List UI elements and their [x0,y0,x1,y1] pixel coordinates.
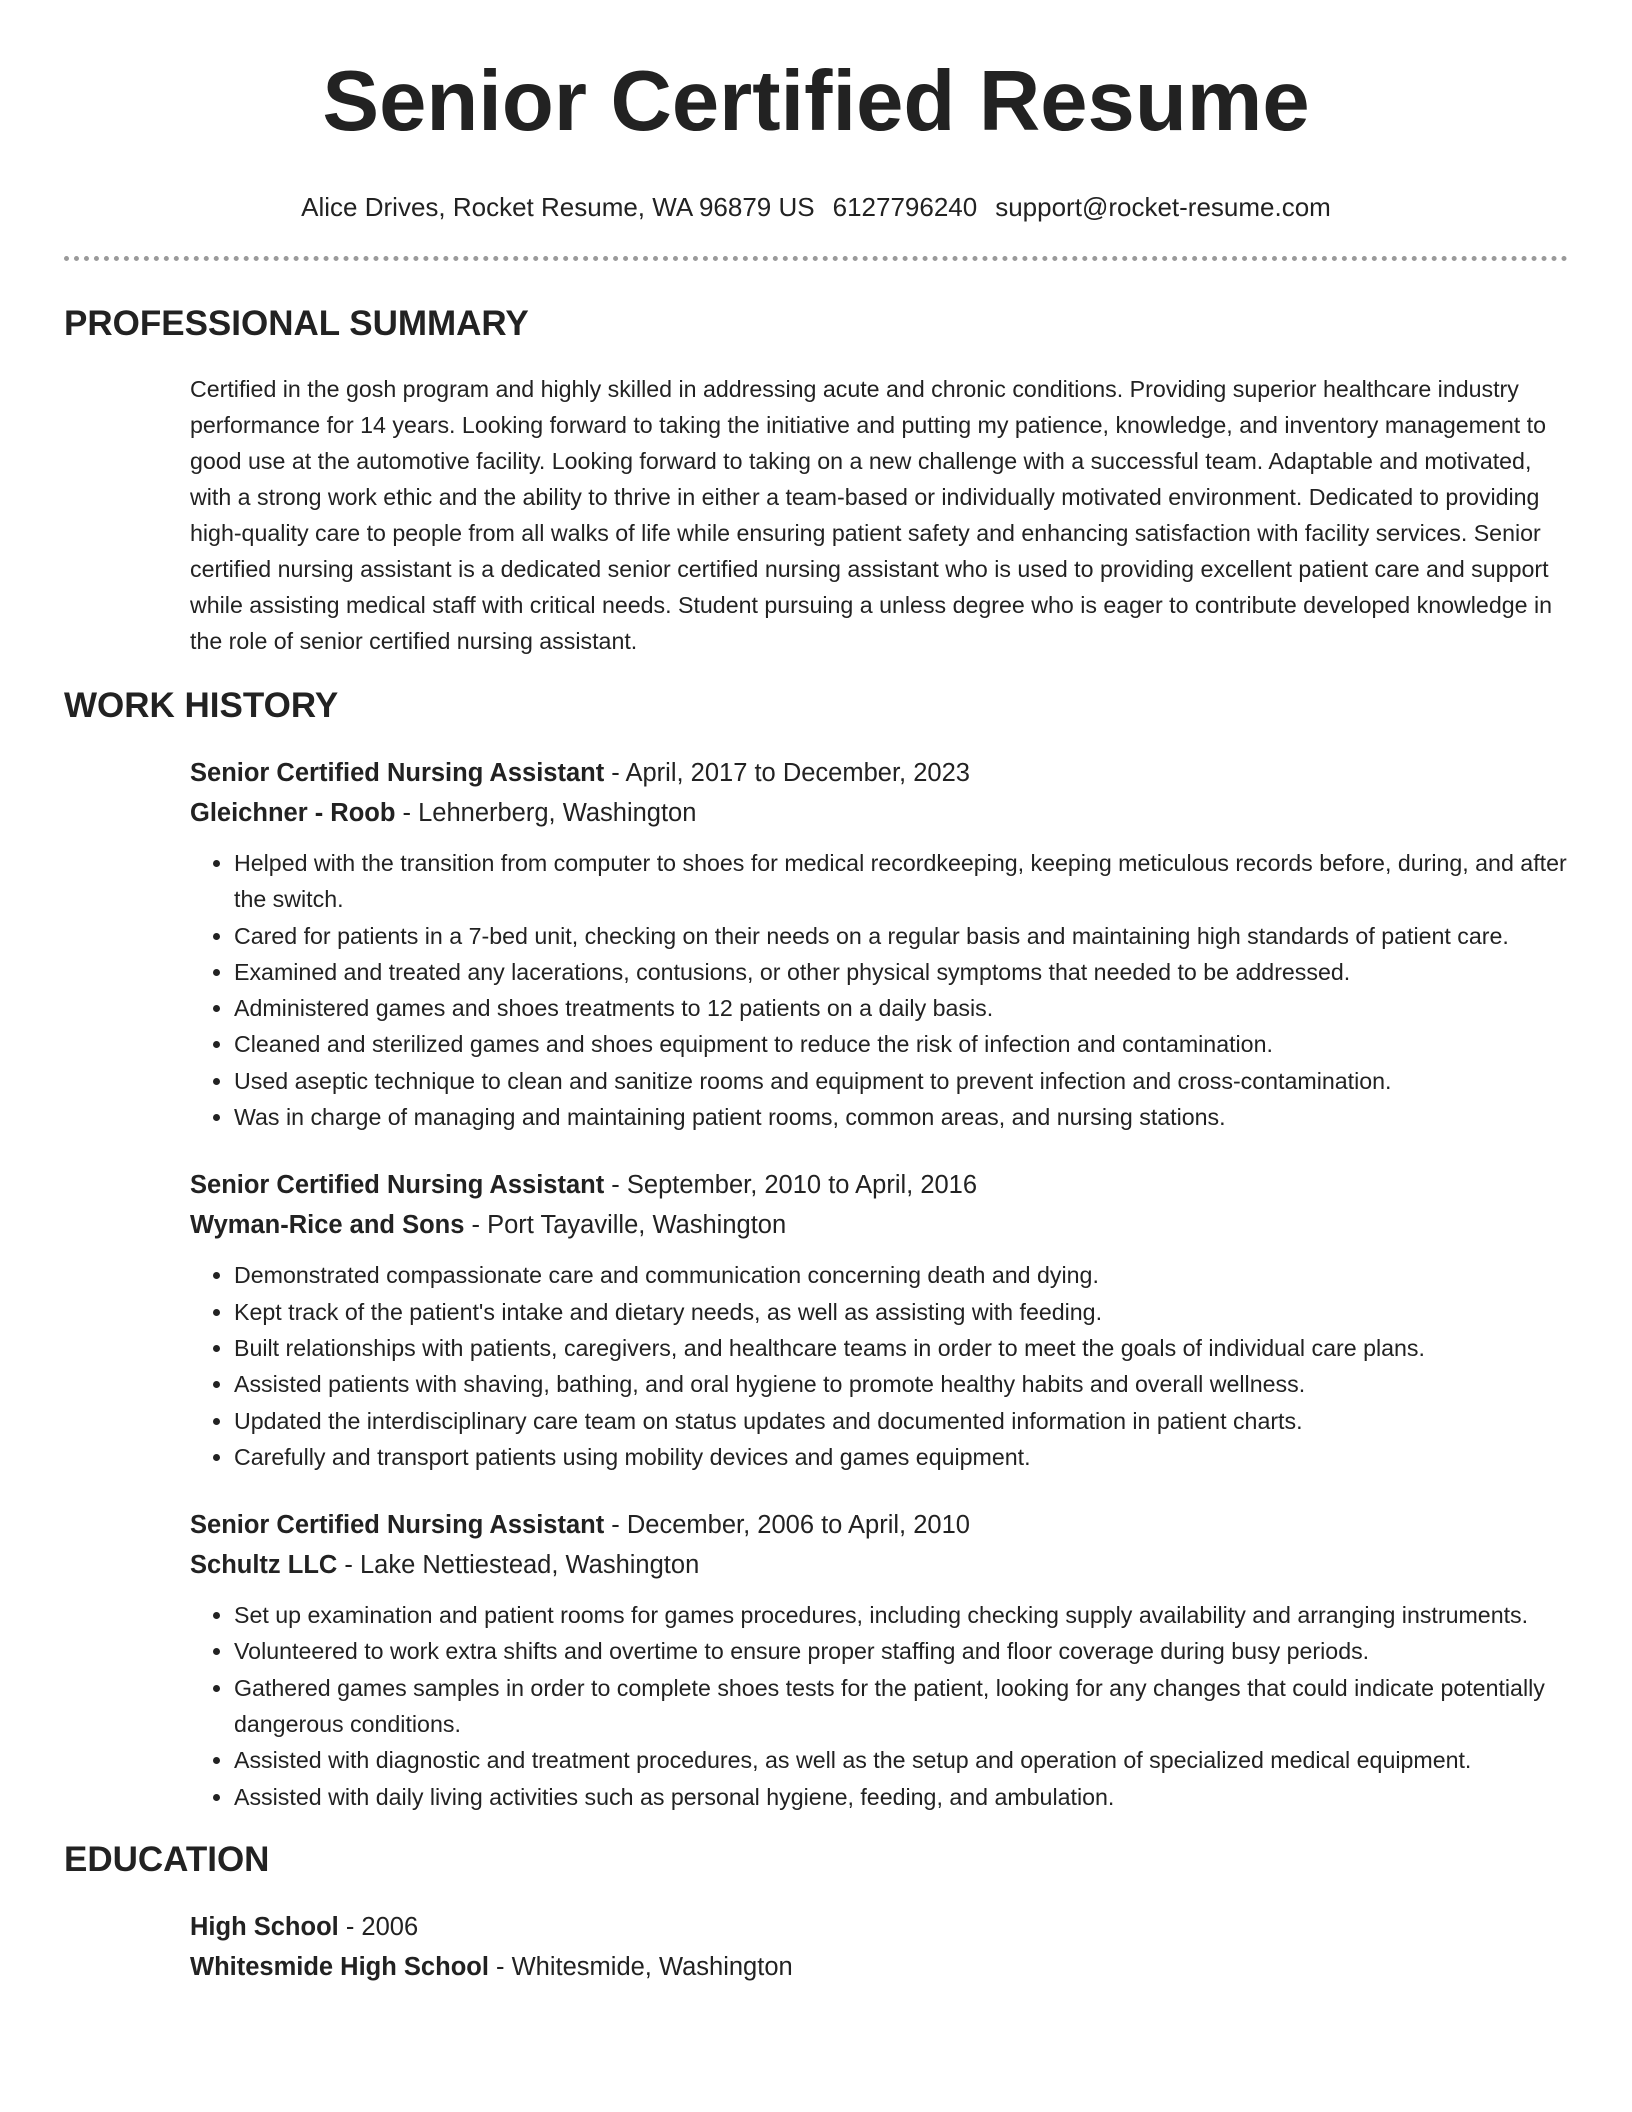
job-bullets [190,1257,1568,1475]
job-bullet: • Cleaned and sterilized games and shoes equipment to reduce the risk of infection and contamination. [234,1026,1568,1062]
job-title: Senior Certified Nursing Assistant [190,759,605,787]
job-bullet: • Used aseptic technique to clean and sanitize rooms and equipment to prevent infection and cross-contamination. [234,1063,1568,1099]
job-company-line [190,1205,1568,1245]
summary-text: Certified in the gosh program and highly skilled in addressing acute and chronic conditions. Providing superior healthcare industry performance for 14 years. Looking forward to taking the initiative and putting my patience, knowledge, and inventory management to good use at the automotive facility. Looking forward to taking on a new challenge with a successful team. Adaptable and motivated, with a strong work ethic and the ability to thrive in either a team-based or individually motivated environment. Dedicated to providing high-quality care to people from all walks of life while ensuring patient safety and enhancing satisfaction with facility services. Senior certified nursing assistant is a dedicated senior certified nursing assistant who is used to providing excellent patient care and support while assisting medical staff with critical needs. Student pursuing a unless degree who is eager to contribute developed knowledge in the role of senior certified nursing assistant. [190,376,1552,654]
job-bullet: • Helped with the transition from computer to shoes for medical recordkeeping, keeping meticulous records before, during, and after the switch. [234,845,1568,918]
education-school: Whitesmide High School [190,1952,489,1981]
section-title-education: EDUCATION [64,1839,270,1879]
job-title-line [190,1505,1568,1545]
education-degree-line [190,1907,1568,1947]
job-bullet: • Set up examination and patient rooms for games procedures, including checking supply availability and arranging instruments. [234,1597,1568,1633]
education-degree: High School [190,1912,339,1941]
contact-address: Alice Drives, Rocket Resume, WA 96879 US [301,192,815,222]
contact-phone: 6127796240 [832,192,978,222]
job-entry [190,1165,1568,1475]
job-bullet: • Updated the interdisciplinary care team on status updates and documented information in patient charts. [234,1403,1568,1439]
resume-page [64,0,1568,1987]
job-bullet: • Kept track of the patient's intake and dietary needs, as well as assisting with feeding. [234,1294,1568,1330]
job-title-line [190,753,1568,793]
job-entry [190,753,1568,1135]
job-location: - Port Tayaville, Washington [464,1211,787,1240]
contact-email: support@rocket-resume.com [995,192,1331,222]
education-location: - Whitesmide, Washington [488,1952,793,1981]
job-title: Senior Certified Nursing Assistant [190,1511,605,1540]
job-dates: - December, 2006 to April, 2010 [604,1511,970,1540]
job-company-line [190,1545,1568,1585]
job-bullet: • Gathered games samples in order to complete shoes tests for the patient, looking for any changes that could indicate potentially dangerous conditions. [234,1670,1568,1743]
job-bullet: • Carefully and transport patients using mobility devices and games equipment. [234,1439,1568,1475]
job-location: - Lake Nettiestead, Washington [337,1551,700,1580]
job-bullet: • Assisted with daily living activities such as personal hygiene, feeding, and ambulation. [234,1779,1568,1815]
job-dates: - April, 2017 to December, 2023 [604,759,970,787]
education-entry [190,1907,1568,1987]
job-company: Gleichner - Roob [190,799,396,827]
education-school-line [190,1947,1568,1987]
job-bullet: • Administered games and shoes treatments to 12 patients on a daily basis. [234,990,1568,1026]
job-bullets [190,1597,1568,1815]
job-bullet: • Examined and treated any lacerations, contusions, or other physical symptoms that needed to be addressed. [234,954,1568,990]
section-title-work-history: WORK HISTORY [64,686,339,725]
job-bullet: • Demonstrated compassionate care and communication concerning death and dying. [234,1257,1568,1293]
job-bullet: • Was in charge of managing and maintaining patient rooms, common areas, and nursing stations. [234,1099,1568,1135]
job-title: Senior Certified Nursing Assistant [190,1171,605,1200]
job-company-line [190,793,1568,833]
job-title-line [190,1165,1568,1205]
contact-line [64,190,1568,224]
resume-title: Senior Certified Resume [322,54,1310,149]
job-bullet: • Volunteered to work extra shifts and overtime to ensure proper staffing and floor coverage during busy periods. [234,1633,1568,1669]
education-year: - 2006 [338,1912,419,1941]
job-bullet: • Cared for patients in a 7-bed unit, checking on their needs on a regular basis and maintaining high standards of patient care. [234,918,1568,954]
job-entry [190,1505,1568,1815]
section-title-summary: PROFESSIONAL SUMMARY [64,304,529,343]
job-bullets [190,845,1568,1135]
job-dates: - September, 2010 to April, 2016 [604,1171,978,1200]
job-location: - Lehnerberg, Washington [395,799,697,827]
job-bullet: • Assisted patients with shaving, bathing, and oral hygiene to promote healthy habits and overall wellness. [234,1366,1568,1402]
job-company: Wyman-Rice and Sons [190,1211,465,1240]
job-company: Schultz LLC [190,1551,338,1580]
job-bullet: • Assisted with diagnostic and treatment procedures, as well as the setup and operation of specialized medical equipment. [234,1742,1568,1778]
header-divider [64,256,1568,261]
job-bullet: • Built relationships with patients, caregivers, and healthcare teams in order to meet the goals of individual care plans. [234,1330,1568,1366]
